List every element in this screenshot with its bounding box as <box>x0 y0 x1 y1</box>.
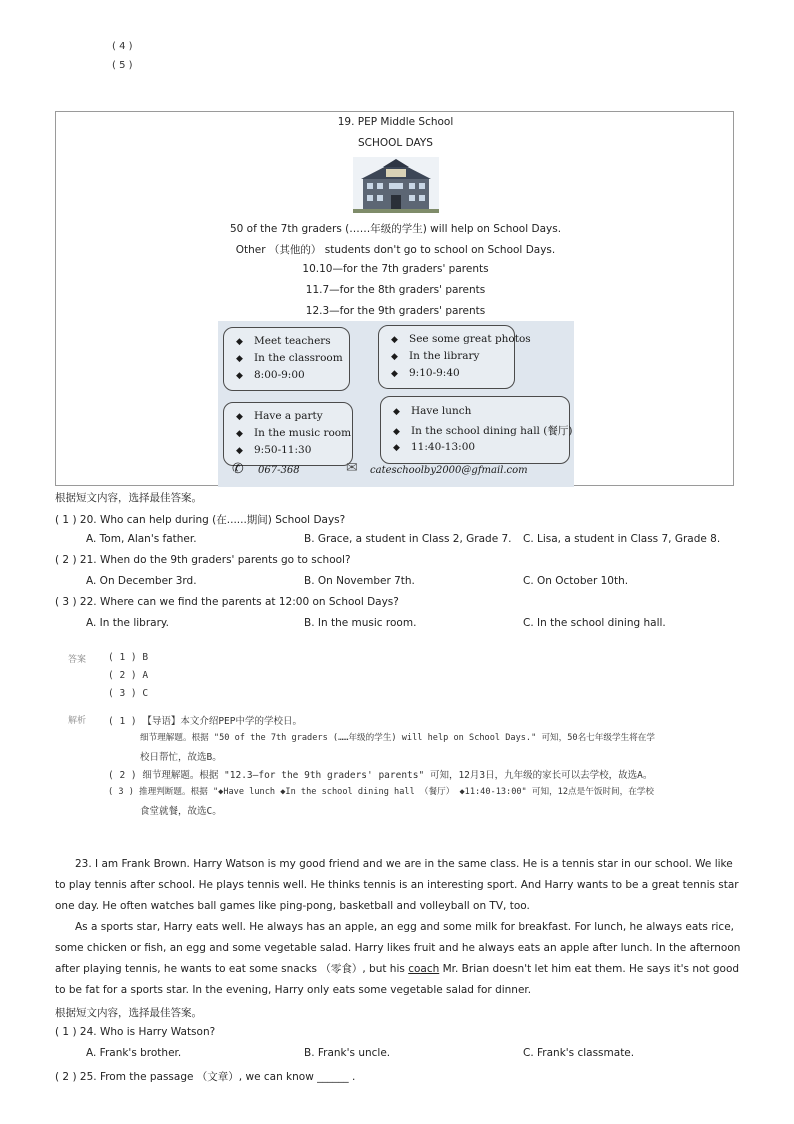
schedule-item: Have a party <box>254 410 323 422</box>
bullet-icon: ◆ <box>393 407 400 417</box>
explanation-line: 食堂就餐，故选C。 <box>140 806 222 817</box>
option-b[interactable]: B. In the music room. <box>304 617 417 629</box>
schedule-box <box>223 327 350 391</box>
mail-icon: ✉ <box>346 460 358 476</box>
reading-paragraph <box>55 917 745 1001</box>
question-number: ( 5 ) <box>112 60 133 71</box>
schedule-item: 8:00-9:00 <box>254 369 305 381</box>
question <box>55 596 399 608</box>
option-b[interactable]: B. Grace, a student in Class 2, Grade 7. <box>304 533 512 545</box>
schedule-item: 9:10-9:40 <box>409 367 460 379</box>
question-number: ( 1 ) <box>55 514 77 526</box>
schedule-item: In the school dining hall (餐厅) <box>411 425 573 437</box>
option-a[interactable]: A. Tom, Alan's father. <box>86 533 197 545</box>
bullet-icon: ◆ <box>393 443 400 453</box>
schedule-item: 9:50-11:30 <box>254 444 312 456</box>
option-b[interactable]: B. Frank's uncle. <box>304 1047 391 1059</box>
explanation-line: 细节理解题。根据 "50 of the 7th graders (……年级的学生) will help on School Days." 可知，50名七年级学生将在学 <box>140 733 655 743</box>
phone-icon: ✆ <box>232 461 244 477</box>
option-c[interactable]: C. On October 10th. <box>523 575 629 587</box>
answer-item: ( 1 ) B <box>108 652 149 663</box>
option-c[interactable]: C. Frank's classmate. <box>523 1047 635 1059</box>
bullet-icon: ◆ <box>236 354 243 364</box>
passage-line: 11.7—for the 8th graders' parents <box>305 284 486 296</box>
explanation-line: ( 3 ) 推理判断题。根据 "◆Have lunch ◆In the school dining hall （餐厅） ◆11:40-13:00" 可知，12点是午饭时间，在学校 <box>108 787 654 797</box>
option-c[interactable]: C. Lisa, a student in Class 7, Grade 8. <box>523 533 721 545</box>
passage-box <box>55 111 734 486</box>
bullet-icon: ◆ <box>393 427 400 437</box>
passage-title: 19. PEP Middle School <box>337 116 454 128</box>
instruction: 根据短文内容，选择最佳答案。 <box>55 1007 202 1019</box>
question <box>55 1026 215 1038</box>
question-text: 22. Where can we find the parents at 12:00 on School Days? <box>79 596 399 608</box>
explanation-line: ( 1 ) 【导语】本文介绍PEP中学的学校日。 <box>108 716 302 727</box>
question-text: 20. Who can help during (在......期间) School Days? <box>79 514 346 526</box>
schedule-box <box>380 396 573 464</box>
bullet-icon: ◆ <box>391 369 398 379</box>
school-building-image <box>353 157 439 213</box>
underlined-word: coach <box>408 963 440 975</box>
question-number: ( 4 ) <box>112 41 133 52</box>
passage-subtitle: SCHOOL DAYS <box>358 137 433 149</box>
schedule-item: 11:40-13:00 <box>411 441 476 453</box>
explanation-label: 解析 <box>68 716 87 726</box>
passage-line: 10.10—for the 7th graders' parents <box>302 263 489 275</box>
schedule-box <box>378 325 531 389</box>
answer-item: ( 3 ) C <box>108 688 149 699</box>
answer-label: 答案 <box>68 655 87 665</box>
bullet-icon: ◆ <box>236 412 243 422</box>
option-a[interactable]: A. Frank's brother. <box>86 1047 182 1059</box>
option-a[interactable]: A. In the library. <box>86 617 169 629</box>
schedule-poster <box>218 321 574 487</box>
paragraph-text: Mr. Brian doesn't let him eat them. He says it's not good to be fat for a sports star. In the evening, Harry only eats some vegetable salad for dinner. <box>55 963 740 996</box>
question-text: 25. From the passage （文章）, we can know ______ . <box>79 1071 356 1083</box>
reading-paragraph <box>55 854 745 917</box>
passage-line: 12.3—for the 9th graders' parents <box>305 305 486 317</box>
question <box>55 512 345 527</box>
phone-number: 067-368 <box>258 465 300 476</box>
schedule-item: In the music room <box>254 427 352 439</box>
question <box>55 554 351 566</box>
instruction: 根据短文内容，选择最佳答案。 <box>55 492 202 504</box>
question-text: 24. Who is Harry Watson? <box>79 1026 216 1038</box>
schedule-item: Meet teachers <box>254 335 331 347</box>
option-b[interactable]: B. On November 7th. <box>304 575 415 587</box>
explanation-line: ( 2 ) 细节理解题。根据 "12.3—for the 9th graders' parents" 可知，12月3日，九年级的家长可以去学校，故选A。 <box>108 770 653 781</box>
option-c[interactable]: C. In the school dining hall. <box>523 617 666 629</box>
answer-item: ( 2 ) A <box>108 670 149 681</box>
schedule-item: See some great photos <box>409 333 531 345</box>
bullet-icon: ◆ <box>236 429 243 439</box>
question-text: 21. When do the 9th graders' parents go to school? <box>79 554 351 566</box>
question-number: ( 1 ) <box>55 1026 77 1038</box>
option-a[interactable]: A. On December 3rd. <box>86 575 197 587</box>
passage-line: Other （其他的） students don't go to school on School Days. <box>235 244 556 256</box>
question <box>55 1069 355 1084</box>
question-number: ( 3 ) <box>55 596 77 608</box>
bullet-icon: ◆ <box>236 446 243 456</box>
bullet-icon: ◆ <box>391 352 398 362</box>
schedule-item: Have lunch <box>411 405 472 417</box>
paragraph-text: 23. I am Frank Brown. Harry Watson is my good friend and we are in the same class. He is a tennis star in our school. We like to play tennis after school. He plays tennis well. He thinks tennis is an interesting sport. And Harry wants to be a great tennis star one day. He often watches ball games like ping-pong, basketball and volleyball on TV, too. <box>55 858 739 912</box>
question-number: ( 2 ) <box>55 1071 77 1083</box>
paragraph-text: As a sports star, Harry eats well. He always has an apple, an egg and some milk for breakfast. For lunch, he always eats rice, some chicken or fish, an egg and some vegetable salad. Harry likes fruit and he always eats an apple after lunch. In the afternoon after playing tennis, he wants to eat some snacks （零食）, but his <box>55 921 741 975</box>
passage-line: 50 of the 7th graders (……年级的学生) will help on School Days. <box>229 223 562 235</box>
explanation-line: 校日帮忙，故选B。 <box>140 752 222 763</box>
bullet-icon: ◆ <box>236 371 243 381</box>
bullet-icon: ◆ <box>391 335 398 345</box>
schedule-item: In the classroom <box>254 352 343 364</box>
email-address: cateschoolby2000@gfmail.com <box>370 465 528 476</box>
schedule-box <box>223 402 353 466</box>
question-number: ( 2 ) <box>55 554 77 566</box>
schedule-item: In the library <box>409 350 480 362</box>
bullet-icon: ◆ <box>236 337 243 347</box>
